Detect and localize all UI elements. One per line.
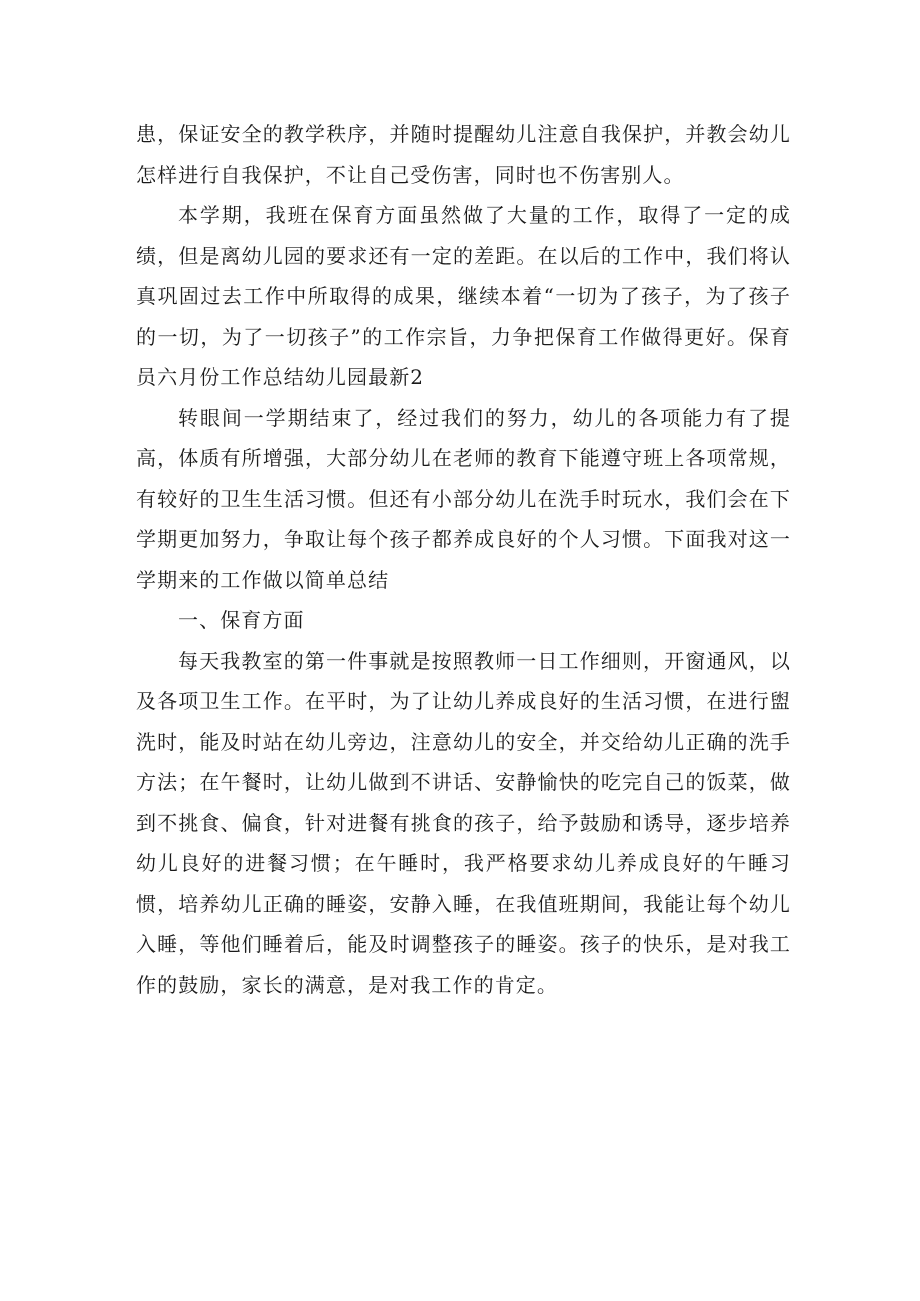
paragraph-intro: 转眼间一学期结束了，经过我们的努力，幼儿的各项能力有了提高，体质有所增强，大部分幼儿在老师的教育下能遵守班上各项常规，有较好的卫生生活习惯。但还有小部分幼儿在洗手时玩水，我们会在下学期更加努力，争取让每个孩子都养成良好的个人习惯。下面我对这一学期来的工作做以简单总结: [136, 405, 791, 592]
paragraph-semester-summary: 本学期，我班在保育方面虽然做了大量的工作，取得了一定的成绩，但是离幼儿园的要求还有一定的差距。在以后的工作中，我们将认真巩固过去工作中所取得的成果，继续本着“一切为了孩子，为了孩子的一切，为了一切孩子”的工作宗旨，力争把保育工作做得更好。保育员六月份工作总结幼儿园最新2: [136, 203, 791, 389]
section-heading-childcare: 一、保育方面: [178, 608, 305, 632]
paragraph-childcare-details: 每天我教室的第一件事就是按照教师一日工作细则，开窗通风，以及各项卫生工作。在平时，为了让幼儿养成良好的生活习惯，在进行盥洗时，能及时站在幼儿旁边，注意幼儿的安全，并交给幼儿正确的洗手方法；在午餐时，让幼儿做到不讲话、安静愉快的吃完自己的饭菜，做到不挑食、偏食，针对进餐有挑食的孩子，给予鼓励和诱导，逐步培养幼儿良好的进餐习惯；在午睡时，我严格要求幼儿养成良好的午睡习惯，培养幼儿正确的睡姿，安静入睡，在我值班期间，我能让每个幼儿入睡，等他们睡着后，能及时调整孩子的睡姿。孩子的快乐，是对我工作的鼓励，家长的满意，是对我工作的肯定。: [136, 648, 791, 997]
document-body: [136, 114, 791, 1005]
paragraph-continuation: 患，保证安全的教学秩序，并随时提醒幼儿注意自我保护，并教会幼儿怎样进行自我保护，不让自己受伤害，同时也不伤害别人。: [136, 122, 791, 187]
